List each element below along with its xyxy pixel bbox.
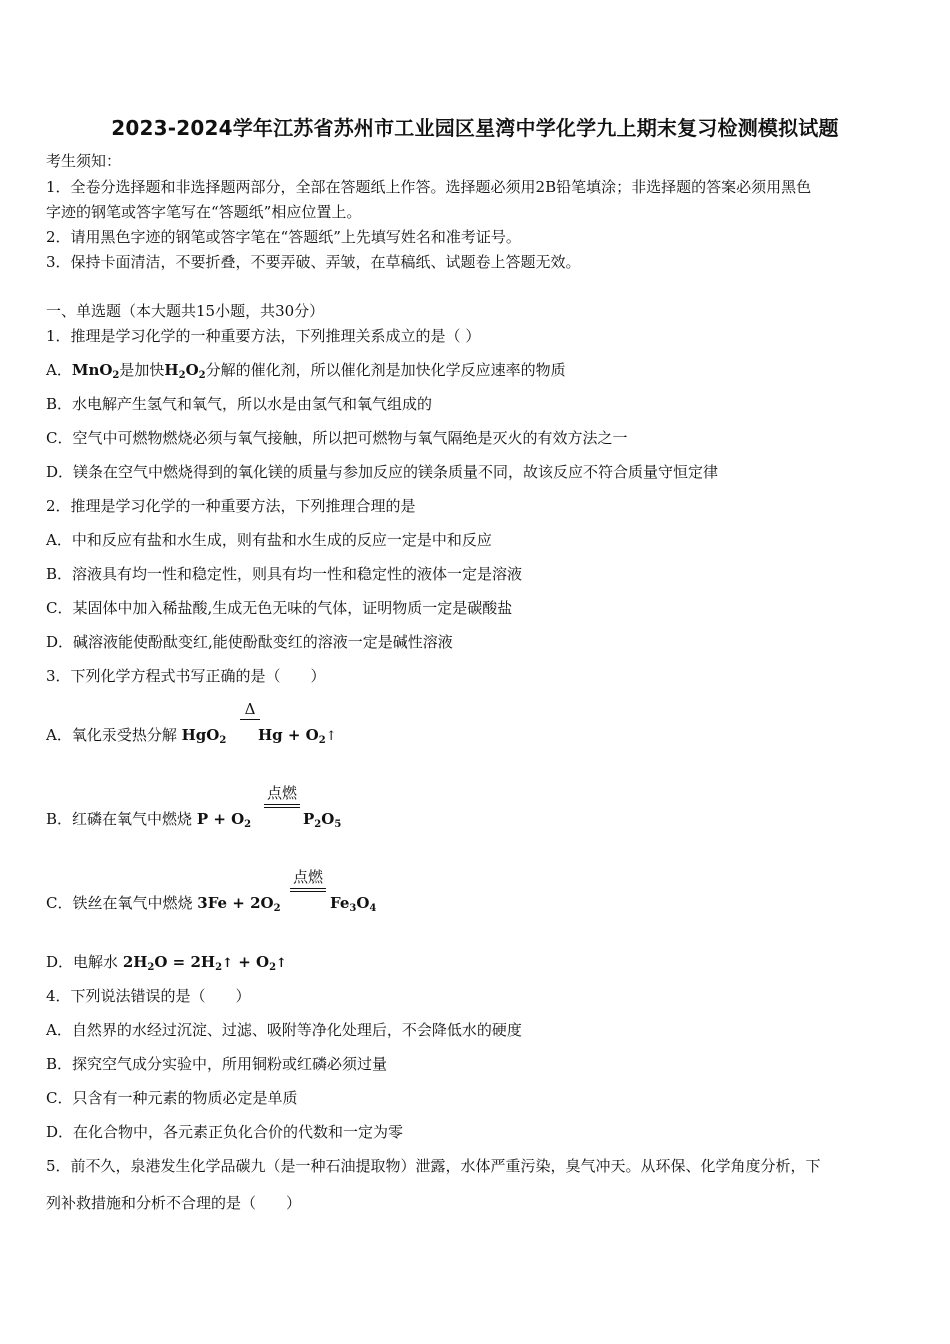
q3-b-lhs: $P + O_2$ [196, 810, 252, 830]
q3-a-condition-bar [240, 719, 260, 720]
q3-b-text: B．红磷在氧气中燃烧 [46, 810, 193, 828]
q3-stem: 3．下列化学方程式书写正确的是（ ） [46, 667, 326, 685]
section-heading: 一、单选题（本大题共15小题，共30分） [46, 302, 325, 320]
q3-c-text: C．铁丝在氧气中燃烧 [46, 894, 193, 912]
notice-heading: 考生须知： [46, 152, 122, 170]
page-title: 2023-2024学年江苏省苏州市工业园区星湾中学化学九上期末复习检测模拟试题 [111, 116, 839, 140]
q3-b-rhs: $P_2O_5$ [303, 810, 342, 830]
q1-option-b: B．水电解产生氢气和氧气，所以水是由氢气和氧气组成的 [46, 395, 433, 413]
notice-item-3: 3．保持卡面清洁，不要折叠，不要弄破、弄皱，在草稿纸、试题卷上答题无效。 [46, 253, 581, 271]
notice-item-2: 2．请用黑色字迹的钢笔或答字笔在“答题纸”上先填写姓名和准考证号。 [46, 228, 521, 246]
q3-b-condition-bar-bottom [264, 807, 300, 808]
q2-stem: 2．推理是学习化学的一种重要方法，下列推理合理的是 [46, 497, 416, 515]
q3-option-b [46, 809, 251, 829]
q5-stem-line-1: 5．前不久，泉港发生化学品碳九（是一种石油提取物）泄露，水体严重污染，臭气冲天。从环保、化学角度分析，下 [46, 1157, 821, 1175]
q1-a-h2o2: $H_2O_2$ [164, 361, 206, 381]
q4-stem: 4．下列说法错误的是（ ） [46, 987, 251, 1005]
q3-c-lhs: $3Fe + 2O_2$ [197, 894, 281, 914]
q5-stem-line-2: 列补救措施和分析不合理的是（ ） [46, 1194, 302, 1212]
q2-option-a: A．中和反应有盐和水生成，则有盐和水生成的反应一定是中和反应 [46, 531, 492, 549]
q3-a-text: A．氧化汞受热分解 [46, 726, 177, 744]
q3-c-condition-bar-top [290, 888, 326, 889]
q3-option-c [46, 893, 281, 913]
q3-b-condition-bar-top [264, 804, 300, 805]
q3-a-condition: Δ [244, 700, 256, 718]
q1-option-d: D．镁条在空气中燃烧得到的氧化镁的质量与参加反应的镁条质量不同，故该反应不符合质量守恒定律 [46, 463, 719, 481]
q2-option-b: B．溶液具有均一性和稳定性，则具有均一性和稳定性的液体一定是溶液 [46, 565, 523, 583]
q3-a-rhs: $Hg + O_2↑$ [258, 726, 337, 746]
gas-arrow-icon: ↑ [222, 956, 233, 971]
gas-arrow-icon: ↑ [325, 729, 337, 744]
q1-stem: 1．推理是学习化学的一种重要方法，下列推理关系成立的是（ ） [46, 327, 481, 345]
q4-option-d: D．在化合物中，各元素正负化合价的代数和一定为零 [46, 1123, 404, 1141]
q3-c-rhs: $Fe_3O_4$ [330, 894, 377, 914]
q4-option-b: B．探究空气成分实验中，所用铜粉或红磷必须过量 [46, 1055, 388, 1073]
notice-item-1: 1．全卷分选择题和非选择题两部分，全部在答题纸上作答。选择题必须用2B铅笔填涂；非选择题的答案必须用黑色 [46, 178, 812, 196]
notice-item-1-cont: 字迹的钢笔或答字笔写在“答题纸”相应位置上。 [46, 203, 362, 221]
q1-a-label: A． [46, 361, 72, 379]
q3-c-condition: 点燃 [292, 868, 323, 886]
q3-option-d [46, 952, 287, 974]
q3-b-condition: 点燃 [266, 784, 297, 802]
q2-option-d: D．碱溶液能使酚酞变红,能使酚酞变红的溶液一定是碱性溶液 [46, 633, 453, 651]
q3-d-equation: $2H_2O$ = $2H_2↑$ + $O_2↑$ [122, 953, 287, 973]
q1-a-rest: 分解的催化剂，所以催化剂是加快化学反应速率的物质 [205, 361, 566, 379]
gas-arrow-icon: ↑ [276, 956, 287, 971]
q1-option-c: C．空气中可燃物燃烧必须与氧气接触，所以把可燃物与氧气隔绝是灭火的有效方法之一 [46, 429, 628, 447]
q3-c-condition-bar-bottom [290, 891, 326, 892]
q3-option-a [46, 725, 226, 745]
q3-d-text: D．电解水 [46, 953, 119, 971]
q4-option-c: C．只含有一种元素的物质必定是单质 [46, 1089, 298, 1107]
q3-a-lhs: HgO$_2$ [181, 726, 227, 746]
q1-a-mno2: MnO$_2$ [71, 361, 120, 381]
q2-option-c: C．某固体中加入稀盐酸,生成无色无味的气体，证明物质一定是碳酸盐 [46, 599, 513, 617]
q1-a-mid: 是加快 [119, 361, 165, 379]
q4-option-a: A．自然界的水经过沉淀、过滤、吸附等净化处理后，不会降低水的硬度 [46, 1021, 522, 1039]
q1-option-a [46, 360, 566, 380]
